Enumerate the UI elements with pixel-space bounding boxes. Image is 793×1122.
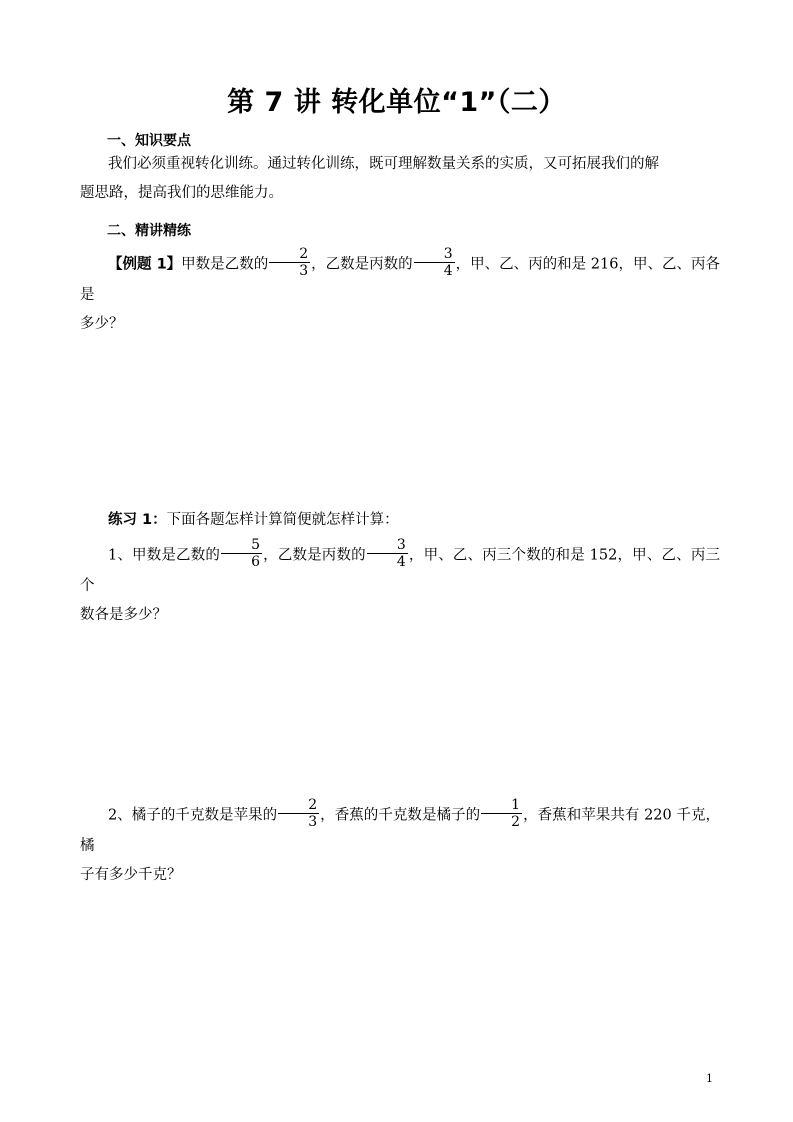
key-points-line-2: 题思路，提高我们的思维能力。 [80,185,283,201]
question-1-text-1: 1、甲数是乙数的 [108,547,221,564]
example-1-text-3: ，甲、乙、丙的和是 216，甲、乙、丙各是 [80,256,720,303]
fraction-numerator: 3 [367,537,408,554]
practice-1-question-1 [80,539,720,630]
fraction-denominator: 3 [308,814,318,830]
question-2-line-2: 子有多少千克？ [80,867,182,883]
fraction-numerator: 2 [269,246,310,263]
question-1-text-2: ，乙数是丙数的 [262,547,366,564]
question-2-text-3: ，香蕉和苹果共有 220 千克，橘 [80,807,720,854]
practice-1-line [80,506,720,535]
fraction-denominator: 6 [251,554,260,570]
example-1-line-2: 多少？ [80,316,124,332]
practice-1-label: 练习 1： [108,512,167,528]
fraction-denominator: 4 [443,263,453,279]
section-heading-key-points: 一、知识要点 [107,133,191,149]
fraction-one-half [481,797,522,830]
fraction-denominator: 2 [511,814,521,830]
fraction-three-quarters [414,246,455,279]
fraction-two-thirds [278,797,319,830]
practice-1-question-2 [80,799,720,890]
example-1-label: 【例题 1】 [108,256,182,273]
fraction-three-quarters [367,537,408,570]
example-1-problem [80,248,720,339]
fraction-numerator: 5 [221,537,262,554]
question-1-line-2: 数各是多少？ [80,607,167,623]
fraction-numerator: 2 [278,797,319,814]
practice-1-instruction [80,506,720,535]
example-1-line-1 [80,248,720,310]
question-2-line-1 [80,799,720,861]
key-points-line-1: 我们必须重视转化训练。通过转化训练，既可理解数量关系的实质，又可拓展我们的解 [108,156,659,172]
question-1-text-3: ，甲、乙、丙三个数的和是 152，甲、乙、丙三个 [80,547,720,594]
fraction-five-sixths [221,537,262,570]
example-1-text-2: ，乙数是丙数的 [311,256,413,273]
page-title: 第 7 讲 转化单位“1”（二） [227,87,566,118]
fraction-two-thirds [269,246,310,279]
section-heading-lecture-practice: 二、精讲精练 [107,223,191,239]
example-1-text-1: 甲数是乙数的 [181,256,269,273]
fraction-denominator: 4 [396,554,406,570]
key-points-paragraph [80,150,720,208]
fraction-numerator: 3 [414,246,455,263]
question-2-text-2: ，香蕉的千克数是橘子的 [320,807,481,824]
fraction-numerator: 1 [481,797,522,814]
page-number: 1 [706,1072,713,1085]
question-1-line-1 [80,539,720,601]
practice-1-instruction-text: 下面各题怎样计算简便就怎样计算： [166,512,399,528]
fraction-denominator: 3 [299,263,309,279]
question-2-text-1: 2、橘子的千克数是苹果的 [108,807,278,824]
